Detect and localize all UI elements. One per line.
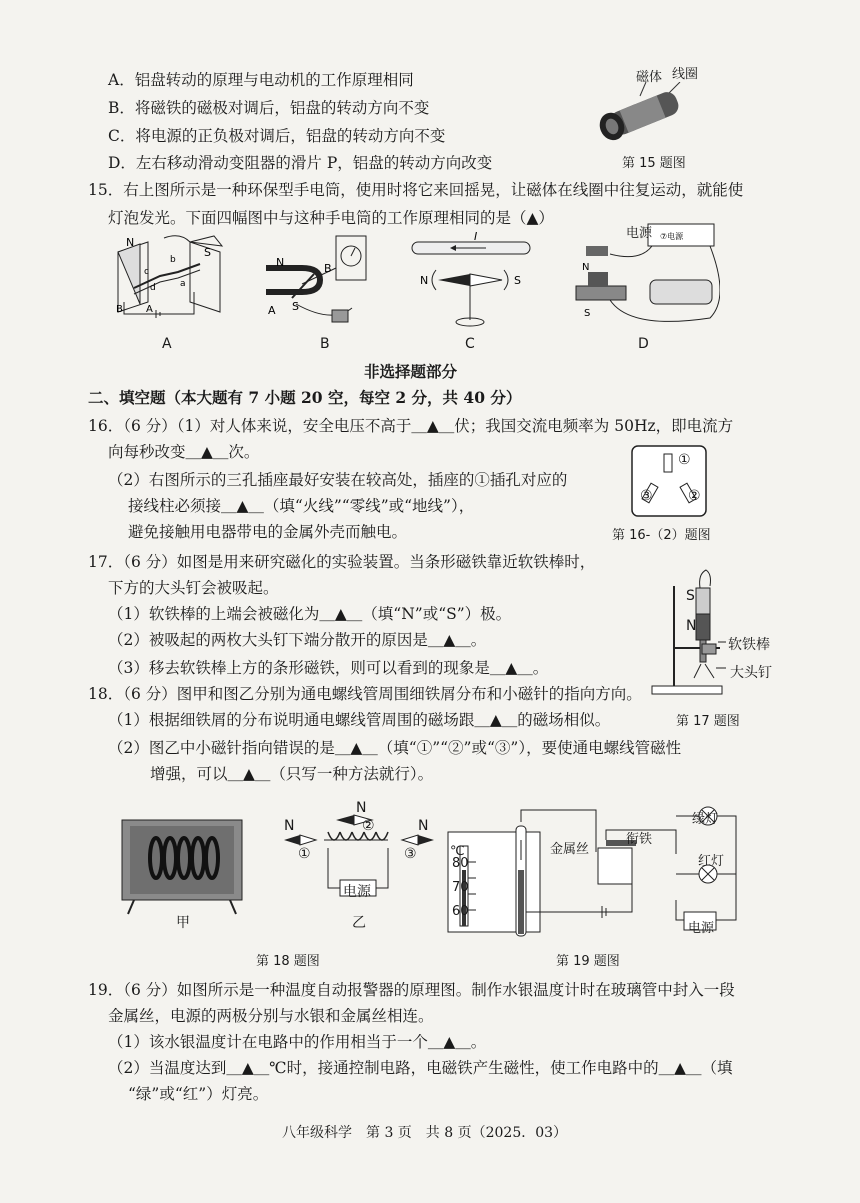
fig15-label-coil: 线圈 (672, 67, 699, 82)
fig15-flashlight-illustration (588, 82, 698, 148)
fig18-jia-iron-filings (120, 818, 244, 918)
fig-b-label-a: A (268, 304, 276, 317)
page-footer: 八年级科学 第 3 页 共 8 页（2025．03） (282, 1125, 568, 1141)
fig-a-label-a: a (180, 279, 186, 289)
q17-line2: 下方的大头钉会被吸起。 (108, 579, 279, 597)
q16-line4: 接线柱必须接＿▲＿（填“火线”“零线”或“地线”）， (128, 497, 475, 515)
fig-b-label-s: S (292, 300, 299, 313)
fig-a-label-b: b (170, 255, 176, 265)
q16-line3: （2）右图所示的三孔插座最好安装在较高处，插座的①插孔对应的 (108, 471, 568, 489)
fig19-tick-70: 70 (452, 880, 469, 895)
q15-figure-c (406, 228, 536, 332)
fig15-label-magnet: 磁体 (636, 70, 663, 85)
section-heading: 二、填空题（本大题有 7 小题 20 空，每空 2 分，共 40 分） (88, 388, 522, 407)
fig-a-label-d: d (150, 283, 156, 293)
q15-line2: 灯泡发光。下面四幅图中与这种手电筒的工作原理相同的是（▲） (108, 209, 554, 227)
q14-option-b: B．将磁铁的磁极对调后，铝盘的转动方向不变 (108, 99, 430, 117)
fig18-yi-circle-2: ② (362, 818, 375, 834)
socket-hole-2: ② (688, 488, 701, 504)
q16-line5: 避免接触用电器带电的金属外壳而触电。 (128, 523, 408, 541)
fig-a-label-c: c (144, 267, 149, 277)
q17-line5: （3）移去软铁棒上方的条形磁铁，则可以看到的现象是＿▲＿。 (108, 659, 549, 677)
q16-line2: 向每秒改变＿▲＿次。 (108, 443, 260, 461)
fig19-label-armature: 衔铁 (626, 832, 653, 847)
fig19-label-red: 红灯 (698, 854, 725, 869)
q14-option-a: A．铝盘转动的原理与电动机的工作原理相同 (108, 71, 414, 89)
q18-line1: 18．（6 分）图甲和图乙分别为通电螺线管周围细铁屑分布和小磁针的指向方向。 (88, 685, 642, 703)
fig19-tick-60: 60 (452, 904, 469, 919)
q15-figure-c-label: C (465, 336, 475, 352)
fig17-caption: 第 17 题图 (676, 714, 740, 729)
fig-d-label-n: N (582, 262, 590, 273)
fig-a-label-n: N (126, 236, 135, 249)
q17-line3: （1）软铁棒的上端会被磁化为＿▲＿（填“N”或“S”）极。 (108, 605, 512, 623)
fig18-yi-circle-3: ③ (404, 846, 417, 862)
q19-line4: （2）当温度达到＿▲＿℃时，接通控制电路，电磁铁产生磁性，使工作电路中的＿▲＿（填 (108, 1059, 733, 1077)
fig-c-label-s: S (514, 274, 521, 287)
fig-a-label-big-a: A (146, 304, 153, 315)
fig-a-label-s: S (204, 246, 211, 259)
fig15-caption: 第 15 题图 (622, 156, 686, 171)
q19-line2: 金属丝，电源的两极分别与水银和金属丝相连。 (108, 1007, 434, 1025)
fig18-yi-label: 乙 (352, 915, 366, 931)
q17-line1: 17．（6 分）如图是用来研究磁化的实验装置。当条形磁铁靠近软铁棒时， (88, 553, 596, 571)
fig19-label-power: 电源 (688, 921, 715, 936)
q15-line1: 15．右上图所示是一种环保型手电筒，使用时将它来回摇晃，让磁体在线圈中往复运动，就能使 (88, 181, 744, 199)
q15-figure-a-label: A (162, 336, 172, 352)
q15-figure-d-label: D (638, 336, 649, 352)
fig19-unit: ℃ (450, 844, 465, 859)
fig17-label-s: S (686, 588, 695, 604)
fig19-tick-80: 80 (452, 856, 469, 871)
q14-option-d: D．左右移动滑动变阻器的滑片 P，铝盘的转动方向改变 (108, 154, 493, 172)
fig18-yi-label-n3: N (418, 818, 429, 834)
q19-line3: （1）该水银温度计在电路中的作用相当于一个＿▲＿。 (108, 1033, 487, 1051)
part-title: 非选择题部分 (364, 362, 458, 381)
fig18-yi-label-n2: N (356, 800, 367, 816)
q16-line1: 16．（6 分）（1）对人体来说，安全电压不高于＿▲＿伏；我国交流电频率为 50Hz，即电流方 (88, 417, 734, 435)
q19-line1: 19．（6 分）如图所示是一种温度自动报警器的原理图。制作水银温度计时在玻璃管中封入一段 (88, 981, 735, 999)
fig17-label-pin: 大头钉 (730, 665, 772, 681)
q18-line4: 增强，可以＿▲＿（只写一种方法就行）。 (150, 765, 434, 783)
q15-figure-a (104, 232, 234, 332)
q18-line2: （1）根据细铁屑的分布说明通电螺线管周围的磁场跟＿▲＿的磁场相似。 (108, 711, 611, 729)
q18-line3: （2）图乙中小磁针指向错误的是＿▲＿（填“①”“②”或“③”），要使通电螺线管磁性 (108, 739, 682, 757)
q19-line5: “绿”或“红”）灯亮。 (128, 1085, 269, 1103)
socket-hole-1: ① (678, 452, 691, 468)
fig17-label-rod: 软铁棒 (728, 637, 770, 653)
fig-b-label-b: B (324, 262, 332, 275)
socket-hole-3: ③ (640, 488, 653, 504)
fig-d-label-s: S (584, 308, 591, 319)
fig18-caption: 第 18 题图 (256, 954, 320, 969)
q15-figure-b-label: B (320, 336, 330, 352)
fig19-caption: 第 19 题图 (556, 954, 620, 969)
fig-d-power-label: 电源 (626, 226, 653, 241)
fig19-label-green: 绿灯 (692, 812, 719, 827)
fig17-label-n: N (686, 618, 697, 634)
q17-line4: （2）被吸起的两枚大头钉下端分散开的原因是＿▲＿。 (108, 631, 487, 649)
fig18-yi-circle-1: ① (298, 846, 311, 862)
fig19-label-wire: 金属丝 (550, 842, 590, 857)
q15-figure-b (262, 228, 372, 332)
fig-a-label-big-b: B (116, 304, 123, 315)
fig18-yi-label-n1: N (284, 818, 295, 834)
fig-c-label-i: I (474, 230, 478, 243)
fig16-caption: 第 16-（2）题图 (612, 528, 711, 543)
q14-option-c: C．将电源的正负极对调后，铝盘的转动方向不变 (108, 127, 446, 145)
fig-d-meter-label: ⑦电源 (660, 232, 684, 241)
fig18-jia-label: 甲 (176, 915, 190, 931)
socket-illustration (630, 444, 708, 518)
fig18-yi-power: 电源 (343, 884, 371, 900)
fig-c-label-n: N (420, 274, 429, 287)
fig-b-label-n: N (276, 256, 285, 269)
